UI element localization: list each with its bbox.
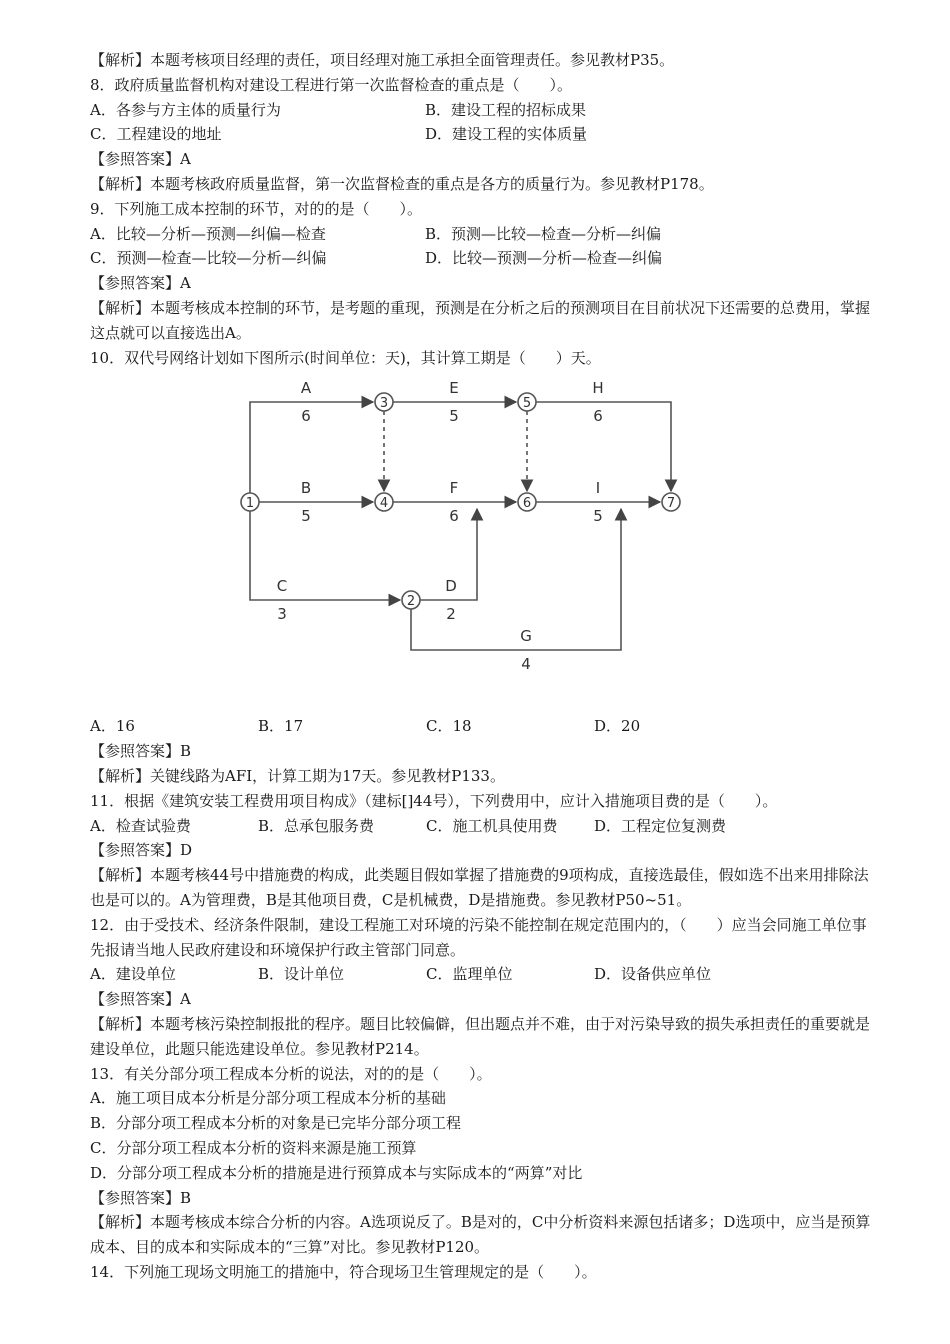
activity-label-F: F (449, 479, 459, 498)
text-line: 9．下列施工成本控制的环节，对的的是（ ）。 (90, 199, 423, 218)
text-line: 【参照答案】B (90, 742, 192, 761)
activity-duration-H: 6 (593, 407, 603, 426)
text-line: 【参照答案】A (90, 274, 191, 293)
activity-duration-B: 5 (301, 507, 311, 526)
text-line: 8．政府质量监督机构对建设工程进行第一次监督检查的重点是（ ）。 (90, 75, 573, 94)
option-item: A．检查试验费 (90, 816, 191, 835)
option-item: C．监理单位 (426, 965, 513, 984)
node-label-4: 4 (379, 496, 389, 512)
text-line: A．施工项目成本分析是分部分项工程成本分析的基础 (90, 1089, 446, 1108)
text-line: 【参照答案】A (90, 990, 191, 1009)
activity-duration-A: 6 (301, 407, 311, 426)
text-line: 【解析】本题考核政府质量监督，第一次监督检查的重点是各方的质量行为。参见教材P178。 (90, 174, 714, 193)
text-paragraph: 【解析】本题考核成本控制的环节，是考题的重现，预测是在分析之后的预测项目在目前状况下还需要的总费用，掌握这点就可以直接选出A。 (90, 298, 871, 342)
activity-label-B: B (300, 479, 312, 498)
options-row (90, 714, 880, 739)
activity-arrow-A (250, 402, 373, 493)
document-page (90, 48, 880, 1285)
option-item: A．比较—分析—预测—纠偏—检查 (90, 224, 326, 243)
option-item: A．16 (90, 717, 135, 736)
activity-duration-E: 5 (449, 407, 459, 426)
text-line: C．分部分项工程成本分析的资料来源是施工预算 (90, 1138, 417, 1157)
option-item: A．各参与方主体的质量行为 (90, 100, 281, 119)
activity-duration-F: 6 (449, 507, 459, 526)
network-diagram-container (90, 374, 880, 714)
option-item: D．比较—预测—分析—检查—纠偏 (425, 249, 663, 268)
options-row (90, 814, 880, 839)
text-paragraph: 【解析】本题考核44号中措施费的构成，此类题目假如掌握了措施费的9项构成，直接选最佳，假如选不出来用排除法也是可以的。A为管理费，B是其他项目费，C是机械费，D是措施费。参见教材P50~51。 (90, 866, 869, 909)
text-line: 【解析】本题考核项目经理的责任，项目经理对施工承担全面管理责任。参见教材P35。 (90, 51, 675, 69)
options-row (90, 222, 880, 247)
text-line: 14．下列施工现场文明施工的措施中，符合现场卫生管理规定的是（ ）。 (90, 1262, 597, 1281)
text-line: B．分部分项工程成本分析的对象是已完毕分部分项工程 (90, 1114, 462, 1133)
options-row (90, 246, 880, 271)
activity-label-A: A (300, 379, 312, 398)
option-item: B．预测—比较—检查—分析—纠偏 (425, 224, 662, 243)
text-line: 10．双代号网络计划如下图所示(时间单位：天)，其计算工期是（ ）天。 (90, 348, 601, 367)
text-line: D．分部分项工程成本分析的措施是进行预算成本与实际成本的“两算”对比 (90, 1163, 583, 1182)
activity-duration-G: 4 (521, 655, 531, 674)
option-item: A．建设单位 (90, 965, 176, 984)
option-item: B．17 (258, 717, 304, 736)
text-line: 11．根据《建筑安装工程费用项目构成》（建标[]44号），下列费用中，应计入措施项目费的是（ ）。 (90, 791, 778, 810)
node-label-3: 3 (379, 396, 389, 412)
activity-duration-I: 5 (593, 507, 603, 526)
options-row (90, 98, 880, 123)
activity-arrow-G (411, 509, 621, 650)
text-line: 【参照答案】D (90, 841, 193, 860)
options-row (90, 962, 880, 987)
text-line: 【参照答案】A (90, 150, 191, 169)
activity-label-D: D (445, 577, 457, 596)
node-label-1: 1 (245, 496, 255, 512)
option-item: D．建设工程的实体质量 (425, 125, 588, 144)
option-item: D．20 (594, 717, 641, 736)
network-diagram (240, 374, 720, 704)
node-label-2: 2 (406, 594, 416, 610)
activity-duration-D: 2 (446, 605, 456, 624)
text-paragraph: 【解析】本题考核成本综合分析的内容。A选项说反了。B是对的，C中分析资料来源包括诸多；D选项中，应当是预算成本、目的成本和实际成本的“三算”对比。参见教材P120。 (90, 1213, 871, 1257)
text-paragraph: 12．由于受技术、经济条件限制，建设工程施工对环境的污染不能控制在规定范围内的，（ ）应当会同施工单位事先报请当地人民政府建设和环境保护行政主管部门同意。 (90, 915, 867, 959)
option-item: B．设计单位 (258, 965, 345, 984)
option-item: C．18 (426, 717, 472, 736)
text-paragraph: 【解析】本题考核污染控制报批的程序。题目比较偏僻，但出题点并不难，由于对污染导致的损失承担责任的重要就是建设单位，此题只能选建设单位。参见教材P214。 (90, 1014, 871, 1058)
text-line: 13．有关分部分项工程成本分析的说法，对的的是（ ）。 (90, 1064, 492, 1083)
option-item: D．设备供应单位 (594, 965, 712, 984)
activity-arrow-C (250, 511, 400, 600)
option-item: B．总承包服务费 (258, 816, 375, 835)
node-label-7: 7 (666, 496, 676, 512)
activity-label-E: E (449, 379, 459, 398)
activity-label-H: H (592, 379, 604, 398)
node-label-5: 5 (522, 396, 532, 412)
activity-arrow-H (536, 402, 671, 491)
option-item: D．工程定位复测费 (594, 816, 727, 835)
option-item: C．预测—检查—比较—分析—纠偏 (90, 249, 327, 268)
activity-label-G: G (520, 627, 532, 646)
text-line: 【参照答案】B (90, 1188, 192, 1207)
option-item: C．施工机具使用费 (426, 816, 558, 835)
options-row (90, 122, 880, 147)
option-item: C．工程建设的地址 (90, 125, 222, 144)
activity-label-I: I (595, 479, 601, 498)
activity-label-C: C (276, 577, 288, 596)
activity-duration-C: 3 (277, 605, 287, 624)
text-line: 【解析】关键线路为AFI，计算工期为17天。参见教材P133。 (90, 766, 505, 785)
option-item: B．建设工程的招标成果 (425, 100, 587, 119)
node-label-6: 6 (522, 496, 532, 512)
